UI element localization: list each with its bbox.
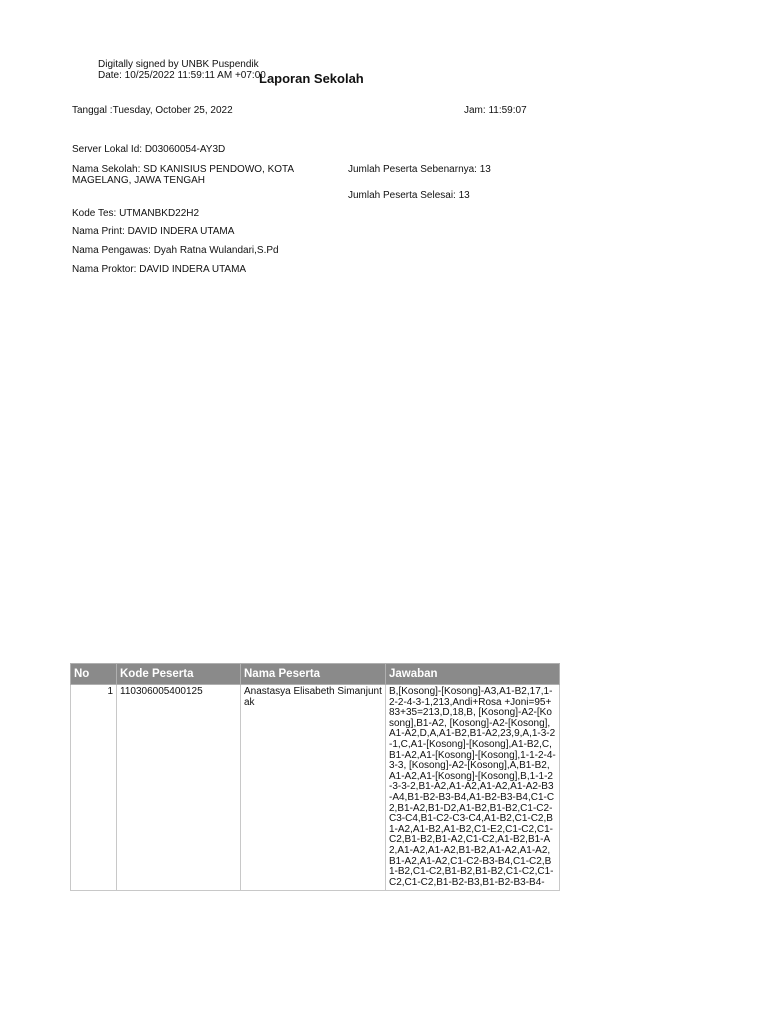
table-row	[71, 685, 560, 891]
table-header-row	[71, 664, 560, 685]
print-name-text: Nama Print: DAVID INDERA UTAMA	[72, 226, 235, 237]
cell-nama-peserta: Anastasya Elisabeth Simanjuntak	[241, 685, 386, 891]
supervisor-name-text: Nama Pengawas: Dyah Ratna Wulandari,S.Pd	[72, 245, 279, 256]
cell-no: 1	[71, 685, 117, 891]
proctor-name-text: Nama Proktor: DAVID INDERA UTAMA	[72, 264, 247, 275]
header-nama-peserta: Nama Peserta	[241, 664, 386, 685]
header-no: No	[71, 664, 117, 685]
cell-kode-peserta: 110306005400125	[117, 685, 241, 891]
signature-line-1: Digitally signed by UNBK Puspendik	[98, 59, 259, 70]
header-kode-peserta: Kode Peserta	[117, 664, 241, 685]
test-code-text: Kode Tes: UTMANBKD22H2	[72, 208, 200, 219]
header-jawaban: Jawaban	[386, 664, 560, 685]
total-participants-text: Jumlah Peserta Sebenarnya: 13	[348, 164, 491, 175]
server-id-text: Server Lokal Id: D03060054-AY3D	[72, 144, 226, 155]
results-table	[70, 663, 560, 891]
school-name-text: Nama Sekolah: SD KANISIUS PENDOWO, KOTA MAGELANG, JAWA TENGAH	[72, 164, 294, 186]
tanggal-text: Tanggal :Tuesday, October 25, 2022	[72, 105, 233, 116]
report-title: Laporan Sekolah	[259, 71, 364, 86]
jam-text: Jam: 11:59:07	[464, 105, 527, 116]
cell-jawaban: B,[Kosong]-[Kosong]-A3,A1-B2,17,1-2-2-4-3-1,213,Andi+Rosa +Joni=95+83+35=213,D,18,B, [Kosong]-A2-[Kosong],B1-A2, [Kosong]-A2-[Kosong],A1-A2,D,A,A1-B2,B1-A2,23,9,A,1-3-2-1,C,A1-[Kosong]-[Kosong],A1-B2,C,B1-A2,A1-[Kosong]-[Kosong],1-1-2-4-3-3, [Kosong]-A2-[Kosong],A,B1-B2,A1-A2,A1-[Kosong]-[Kosong],B,1-1-2-3-3-2,B1-A2,A1-A2,A1-A2,A1-A2-B3-A4,B1-B2-B3-B4,A1-B2-B3-B4,C1-C2,B1-A2,B1-D2,A1-B2,B1-B2,C1-C2-C3-C4,B1-C2-C3-C4,A1-B2,C1-C2,B1-A2,A1-B2,A1-B2,C1-E2,C1-C2,C1-C2,B1-B2,B1-A2,C1-C2,A1-B2,B1-A2,A1-A2,A1-A2,B1-B2,A1-A2,A1-A2,B1-A2,A1-A2,C1-C2-B3-B4,C1-C2,B1-B2,C1-C2,B1-B2,B1-B2,C1-C2,C1-C2,C1-C2,B1-B2-B3,B1-B2-B3-B4-	[386, 685, 560, 891]
signature-line-2: Date: 10/25/2022 11:59:11 AM +07:00	[98, 70, 266, 81]
finished-participants-text: Jumlah Peserta Selesai: 13	[348, 190, 470, 201]
